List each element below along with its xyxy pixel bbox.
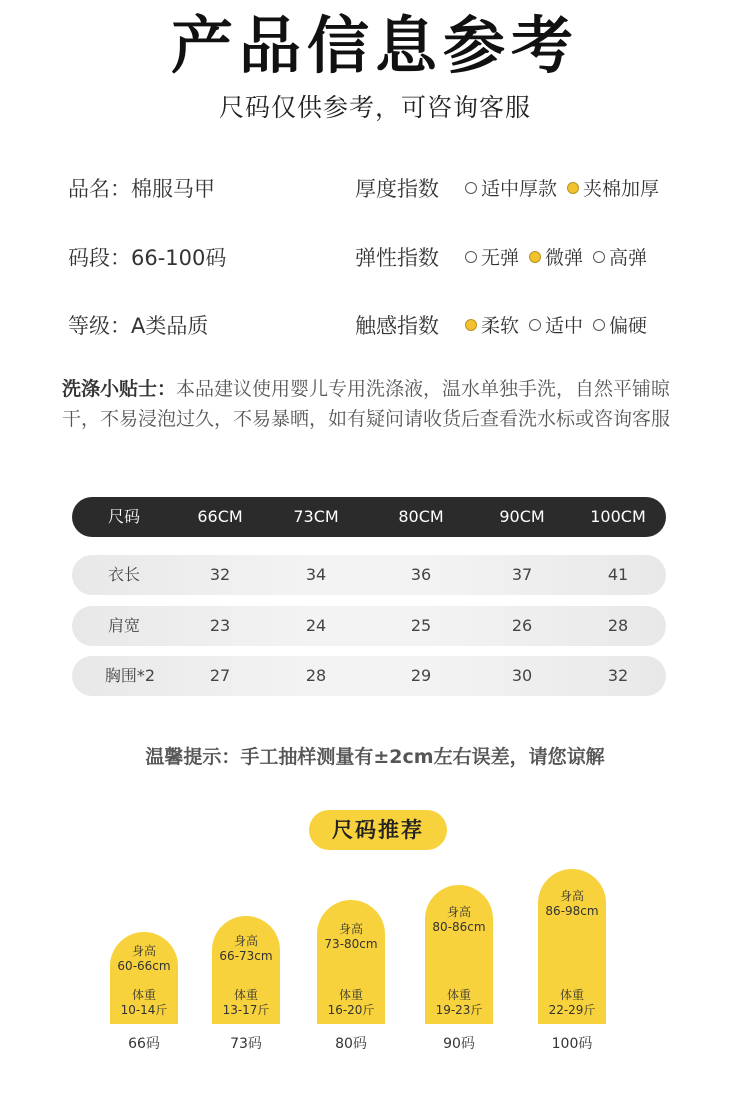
table-cell: 24 (305, 616, 327, 635)
radio-dot-icon (593, 319, 605, 331)
table-cell: 衣长 (107, 565, 141, 584)
weight-label: 体重 (233, 988, 258, 1002)
table-cell: 23 (209, 616, 231, 635)
option (465, 311, 519, 338)
table-row (72, 656, 666, 696)
option-label: 无弹 (481, 247, 520, 269)
table-header-cell: 73CM (293, 507, 339, 526)
washing-tips (62, 374, 692, 434)
table-header-cell: 80CM (398, 507, 444, 526)
option (465, 243, 519, 270)
weight-range: 16-20斤 (327, 1003, 375, 1017)
size-card-label: 73码 (230, 1036, 262, 1052)
option (567, 174, 659, 201)
height-label: 身高 (559, 889, 584, 903)
table-header-cell: 尺码 (107, 507, 141, 526)
radio-dot-selected-icon (465, 319, 477, 331)
measurement-notice: 温馨提示：手工抽样测量有±2cm左右误差，请您谅解 (145, 746, 605, 768)
height-range: 73-80cm (324, 937, 378, 951)
option-label: 微弹 (545, 247, 584, 269)
table-cell: 36 (410, 565, 432, 584)
radio-dot-icon (465, 182, 477, 194)
index-label: 厚度指数 (355, 177, 439, 201)
option (593, 243, 647, 270)
grade: 等级：A类品质 (68, 314, 209, 338)
option (593, 311, 647, 338)
weight-label: 体重 (338, 988, 363, 1002)
option (529, 311, 583, 338)
weight-label: 体重 (446, 988, 471, 1002)
size-table-header (72, 497, 666, 537)
table-cell: 28 (607, 616, 629, 635)
size-card (425, 885, 493, 1024)
table-cell: 28 (305, 666, 327, 685)
height-range: 80-86cm (432, 920, 486, 934)
size-card (538, 869, 606, 1024)
size-card-label: 80码 (335, 1036, 367, 1052)
size-card (317, 900, 385, 1024)
radio-dot-icon (529, 319, 541, 331)
touch-options (465, 311, 657, 338)
table-cell: 37 (511, 565, 533, 584)
option-label: 偏硬 (609, 315, 648, 337)
weight-range: 22-29斤 (548, 1003, 596, 1017)
table-row (72, 555, 666, 595)
page-title: 产品信息参考 (170, 9, 579, 82)
table-cell: 29 (410, 666, 432, 685)
radio-dot-icon (465, 251, 477, 263)
table-cell: 32 (209, 565, 231, 584)
radio-dot-selected-icon (567, 182, 579, 194)
size-card-label: 100码 (551, 1036, 593, 1052)
weight-range: 10-14斤 (120, 1003, 168, 1017)
info-row-1 (0, 173, 750, 209)
size-card (110, 932, 178, 1024)
info-row-2 (0, 242, 750, 278)
table-cell: 30 (511, 666, 533, 685)
index-label: 弹性指数 (355, 246, 439, 270)
radio-dot-selected-icon (529, 251, 541, 263)
option-label: 适中 (545, 315, 584, 337)
weight-range: 19-23斤 (435, 1003, 483, 1017)
tips-label: 洗涤小贴士： (62, 378, 177, 400)
table-cell: 34 (305, 565, 327, 584)
thickness-options (465, 174, 669, 201)
page-subtitle: 尺码仅供参考，可咨询客服 (218, 93, 531, 122)
table-cell: 25 (410, 616, 432, 635)
weight-range: 13-17斤 (222, 1003, 270, 1017)
height-label: 身高 (131, 944, 156, 958)
option (465, 174, 557, 201)
table-cell: 27 (209, 666, 231, 685)
weight-label: 体重 (131, 988, 156, 1002)
weight-label: 体重 (559, 988, 584, 1002)
table-cell: 肩宽 (107, 616, 141, 635)
table-header-cell: 100CM (590, 507, 646, 526)
size-card-label: 66码 (128, 1036, 160, 1052)
height-label: 身高 (446, 905, 471, 919)
option-label: 高弹 (609, 247, 648, 269)
height-range: 66-73cm (219, 949, 273, 963)
height-label: 身高 (233, 934, 258, 948)
elasticity-options (465, 243, 657, 270)
size-range: 码段：66-100码 (68, 246, 227, 270)
table-cell: 胸围*2 (104, 666, 156, 685)
table-cell: 32 (607, 666, 629, 685)
size-recommend-badge: 尺码推荐 (309, 810, 447, 850)
option-label: 夹棉加厚 (583, 178, 660, 200)
product-name: 品名：棉服马甲 (68, 177, 215, 201)
table-cell: 26 (511, 616, 533, 635)
tips-text: 本品建议使用婴儿专用洗涤液，温水单独手洗，自然平铺晾干，不易浸泡过久，不易暴晒，如有疑问请收货后查看洗水标或咨询客服 (62, 378, 671, 430)
table-cell: 41 (607, 565, 629, 584)
size-card-label: 90码 (443, 1036, 475, 1052)
option (529, 243, 583, 270)
height-range: 86-98cm (545, 904, 599, 918)
info-row-3 (0, 310, 750, 346)
option-label: 适中厚款 (481, 178, 558, 200)
table-header-cell: 90CM (499, 507, 545, 526)
height-range: 60-66cm (117, 959, 171, 973)
option-label: 柔软 (481, 315, 520, 337)
radio-dot-icon (593, 251, 605, 263)
height-label: 身高 (338, 922, 363, 936)
table-header-cell: 66CM (197, 507, 243, 526)
table-row (72, 606, 666, 646)
size-card (212, 916, 280, 1024)
index-label: 触感指数 (355, 314, 439, 338)
